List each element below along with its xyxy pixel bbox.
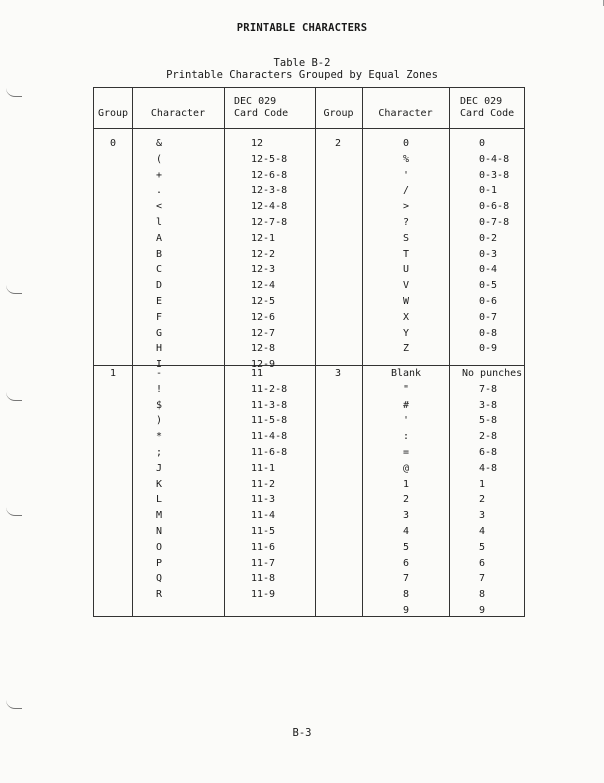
character-cell: 7 [402, 573, 410, 585]
group-number: 2 [334, 138, 342, 149]
header-code-line1: DEC 029 [460, 96, 503, 107]
character-cell: ! [155, 383, 163, 395]
page-heading: PRINTABLE CHARACTERS [236, 22, 368, 34]
character-cell: O [155, 541, 163, 553]
table-title [0, 57, 604, 81]
character-cell: > [402, 201, 410, 213]
character-cell: B [155, 248, 163, 260]
character-cell: < [155, 201, 163, 213]
character-cell: # [402, 399, 410, 411]
card-code-cell: 0-4 [479, 264, 498, 276]
header-code-right [449, 96, 526, 120]
card-code-cell: 11-4 [251, 510, 276, 522]
character-cell: + [155, 169, 163, 181]
character-cell: ? [402, 217, 410, 228]
character-cell: P [155, 557, 163, 569]
character-cell: M [155, 510, 163, 522]
card-code-cell: 3-8 [479, 399, 498, 411]
card-code-cell: 11-9 [251, 589, 276, 601]
character-cell: " [402, 383, 410, 395]
card-code-cell: 12-6 [251, 311, 276, 323]
character-cell: Z [402, 343, 410, 355]
character-cell: 1 [402, 478, 410, 490]
character-cell: * [155, 431, 163, 443]
margin-mark [6, 285, 22, 294]
character-cell: ' [402, 169, 410, 181]
character-cell: ( [155, 153, 163, 165]
character-cell: ) [155, 415, 163, 427]
character-cell: 6 [402, 557, 410, 569]
card-code-cell: 8 [479, 589, 486, 601]
card-code-cell: 0-7 [479, 311, 498, 323]
card-code-cell: 0-6-8 [479, 201, 510, 213]
header-group-right: Group [323, 108, 354, 119]
card-code-cell: 3 [479, 510, 486, 522]
group-number: 1 [109, 368, 117, 379]
margin-mark [6, 88, 22, 97]
card-code-cell: 11-2-8 [251, 383, 288, 395]
character-cell: L [155, 494, 163, 506]
card-code-cell: 11-8 [251, 573, 276, 585]
card-code-cell: 0 [479, 138, 486, 149]
card-code-cell: 2 [479, 494, 486, 506]
card-code-cell: 11-5-8 [251, 415, 288, 427]
table-caption: Printable Characters Grouped by Equal Zones [166, 69, 438, 81]
character-cell: 0 [402, 138, 410, 149]
card-code-cell: 0-6 [479, 296, 498, 307]
header-rule [94, 128, 524, 129]
card-code-cell: 11-3-8 [251, 399, 288, 411]
card-code-cell: 11-6-8 [251, 447, 288, 458]
card-code-cell: 12-9 [251, 359, 276, 371]
header-character-left: Character [150, 108, 206, 119]
header-code-left [224, 96, 315, 120]
card-code-cell: 0-3 [479, 248, 498, 260]
character-cell: N [155, 526, 163, 537]
card-code-cell: 7 [479, 573, 486, 585]
card-code-cell: 5 [479, 541, 486, 553]
character-cell: U [402, 264, 410, 276]
card-code-cell: 4-8 [479, 462, 498, 474]
group-number: 0 [109, 138, 117, 149]
card-code-cell: 0-2 [479, 232, 498, 244]
card-code-cell: 11-5 [251, 526, 276, 537]
character-cell: Blank [390, 368, 422, 379]
character-cell: 9 [402, 605, 410, 616]
page-number: B-3 [292, 727, 312, 739]
margin-mark [6, 700, 22, 709]
character-cell: / [402, 185, 410, 197]
card-code-cell: 0-7-8 [479, 217, 510, 228]
character-cell: = [402, 447, 410, 458]
margin-mark [6, 507, 22, 516]
card-code-cell: 12-4-8 [251, 201, 288, 213]
character-cell: 5 [402, 541, 410, 553]
header-group-left: Group [97, 108, 129, 119]
character-cell: @ [402, 462, 410, 474]
character-cell: E [155, 296, 163, 307]
card-code-cell: 11 [251, 368, 264, 379]
character-cell: 8 [402, 589, 410, 601]
column-divider [362, 88, 363, 616]
character-table [93, 87, 525, 617]
character-cell: ' [402, 415, 410, 427]
card-code-cell: 0-9 [479, 343, 498, 355]
card-code-cell: 9 [479, 605, 486, 616]
character-cell: T [402, 248, 410, 260]
card-code-cell: 12-4 [251, 280, 276, 292]
column-divider [315, 88, 316, 616]
card-code-cell: 11-2 [251, 478, 276, 490]
character-cell: J [155, 462, 163, 474]
card-code-cell: 12-2 [251, 248, 276, 260]
card-code-cell: 7-8 [479, 383, 498, 395]
character-cell: D [155, 280, 163, 292]
card-code-cell: 0-5 [479, 280, 498, 292]
header-code-line2: Card Code [234, 108, 289, 119]
character-cell: l [155, 217, 163, 228]
character-cell: ; [155, 447, 163, 458]
character-cell: $ [155, 399, 163, 411]
column-divider [132, 88, 133, 616]
character-cell: X [402, 311, 410, 323]
character-cell: 3 [402, 510, 410, 522]
card-code-cell: 4 [479, 526, 486, 537]
group-number: 3 [334, 368, 342, 379]
character-cell: I [155, 359, 163, 371]
card-code-cell: 11-6 [251, 541, 276, 553]
header-code-line1: DEC 029 [234, 96, 277, 107]
card-code-cell: 12-6-8 [251, 169, 288, 181]
card-code-cell: 12-7-8 [251, 217, 288, 228]
header-code-line2: Card Code [460, 108, 515, 119]
character-cell: Y [402, 327, 410, 339]
card-code-cell: 5-8 [479, 415, 498, 427]
character-cell: G [155, 327, 163, 339]
character-cell: A [155, 232, 163, 244]
card-code-cell: 2-8 [479, 431, 498, 443]
card-code-cell: 12-5-8 [251, 153, 288, 165]
character-cell: C [155, 264, 163, 276]
column-divider [224, 88, 225, 616]
card-code-cell: 12-3 [251, 264, 276, 276]
card-code-cell: 6 [479, 557, 486, 569]
character-cell: Q [155, 573, 163, 585]
character-cell: S [402, 232, 410, 244]
card-code-cell: 1 [479, 478, 486, 490]
character-cell: V [402, 280, 410, 292]
character-cell: : [402, 431, 410, 443]
card-code-cell: 11-1 [251, 462, 276, 474]
character-cell: & [155, 138, 163, 149]
character-cell: F [155, 311, 163, 323]
margin-mark [6, 392, 22, 401]
character-cell: H [155, 343, 163, 355]
card-code-cell: 0-3-8 [479, 169, 510, 181]
column-divider [449, 88, 450, 616]
character-cell: 4 [402, 526, 410, 537]
card-code-cell: No punches [462, 368, 523, 379]
character-cell: . [155, 185, 163, 197]
card-code-cell: 12 [251, 138, 264, 149]
card-code-cell: 11-7 [251, 557, 276, 569]
character-cell: K [155, 478, 163, 490]
card-code-cell: 12-7 [251, 327, 276, 339]
card-code-cell: 11-4-8 [251, 431, 288, 443]
card-code-cell: 11-3 [251, 494, 276, 506]
card-code-cell: 0-4-8 [479, 153, 510, 165]
character-cell: % [402, 153, 410, 165]
card-code-cell: 0-1 [479, 185, 498, 197]
character-cell: R [155, 589, 163, 601]
character-cell: - [155, 368, 163, 379]
table-number: Table B-2 [273, 57, 331, 69]
card-code-cell: 12-1 [251, 232, 276, 244]
character-cell: W [402, 296, 410, 307]
card-code-cell: 12-8 [251, 343, 276, 355]
card-code-cell: 0-8 [479, 327, 498, 339]
card-code-cell: 6-8 [479, 447, 498, 458]
card-code-cell: 12-3-8 [251, 185, 288, 197]
character-cell: 2 [402, 494, 410, 506]
card-code-cell: 12-5 [251, 296, 276, 307]
header-character-right: Character [378, 108, 433, 119]
